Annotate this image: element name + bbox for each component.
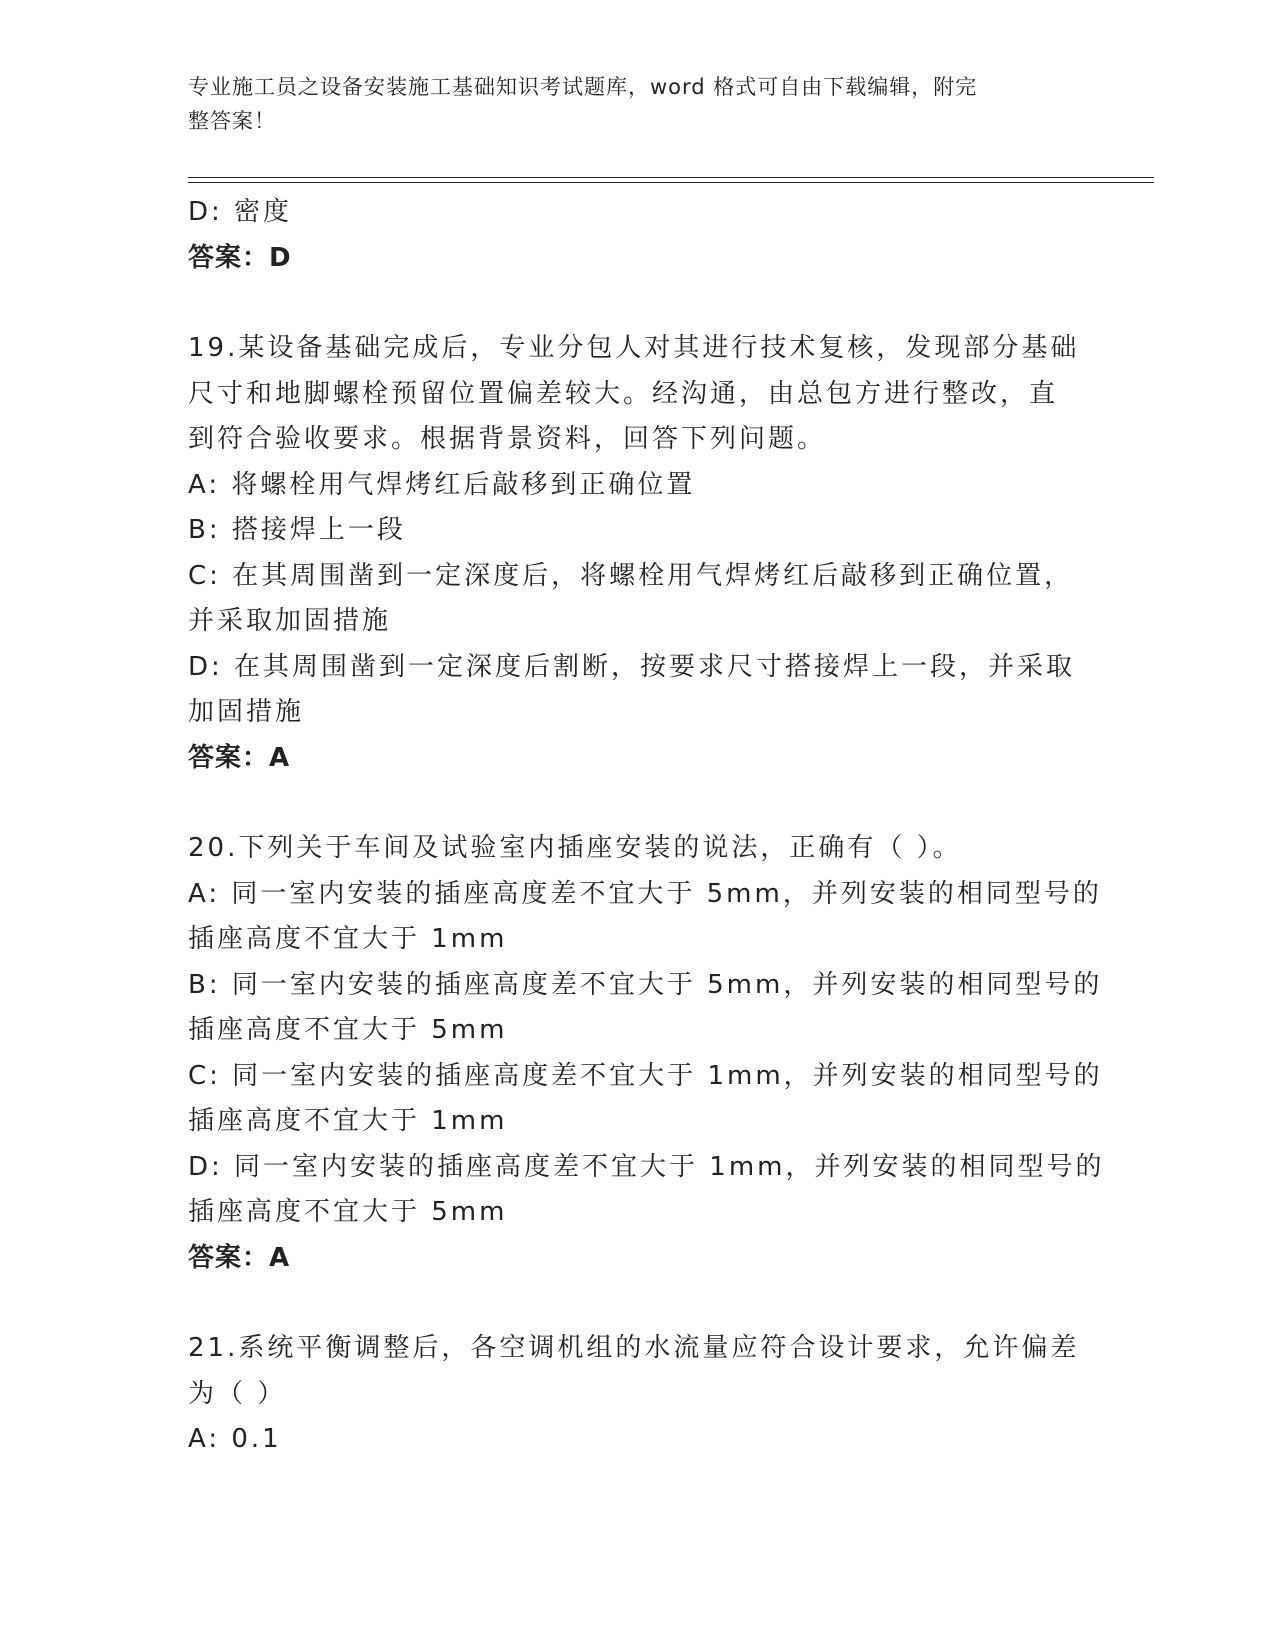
- q21-stem-line: 为（ ）: [188, 1378, 287, 1409]
- q19-stem-line: 到符合验收要求。根据背景资料，回答下列问题。: [188, 424, 827, 454]
- q20-answer: 答案：A: [188, 1242, 291, 1273]
- question-content: [188, 190, 1105, 1463]
- question-19: [188, 326, 1088, 781]
- q18-answer: 答案：D: [188, 242, 292, 273]
- q20-stem: 20.下列关于车间及试验室内插座安装的说法，正确有（ ）。: [188, 833, 962, 863]
- q19-option-a: A: 将螺栓用气焊烤红后敲移到正确位置: [188, 469, 696, 500]
- spacer: [188, 281, 1088, 326]
- q20-option-d-cont: 插座高度不宜大于 5mm: [188, 1197, 508, 1227]
- q19-option-b: B: 搭接焊上一段: [188, 515, 406, 545]
- q20-option-a-cont: 插座高度不宜大于 1mm: [188, 924, 508, 954]
- header-line-1: 专业施工员之设备安装施工基础知识考试题库，word 格式可自由下载编辑，附完: [188, 75, 978, 99]
- question-20: [188, 826, 1105, 1281]
- q19-stem-line: 尺寸和地脚螺栓预留位置偏差较大。经沟通，由总包方进行整改，直: [188, 378, 1059, 409]
- q19-answer: 答案：A: [188, 742, 291, 773]
- q19-stem-line: 19.某设备基础完成后，专业分包人对其进行技术复核，发现部分基础: [188, 333, 1080, 363]
- question-18: [188, 190, 1088, 281]
- q20-option-a: A: 同一室内安装的插座高度差不宜大于 5mm，并列安装的相同型号的: [188, 878, 1102, 909]
- q20-option-c: C: 同一室内安装的插座高度差不宜大于 1mm，并列安装的相同型号的: [188, 1060, 1103, 1091]
- q20-option-c-cont: 插座高度不宜大于 1mm: [188, 1106, 508, 1136]
- q19-option-d-cont: 加固措施: [188, 697, 305, 727]
- document-header: [188, 70, 1068, 138]
- q18-option-d: D: 密度: [188, 197, 293, 227]
- spacer: [188, 781, 1088, 826]
- q19-option-c: C: 在其周围凿到一定深度后，将螺栓用气焊烤红后敲移到正确位置，: [188, 560, 1074, 591]
- header-line-2: 整答案！: [188, 109, 276, 133]
- q20-option-b-cont: 插座高度不宜大于 5mm: [188, 1015, 508, 1045]
- header-divider-bottom: [188, 182, 1154, 183]
- q21-option-a: A: 0.1: [188, 1424, 282, 1454]
- spacer: [188, 1281, 1088, 1326]
- q19-option-d: D: 在其周围凿到一定深度后割断，按要求尺寸搭接焊上一段，并采取: [188, 651, 1076, 682]
- header-divider-top: [188, 177, 1154, 178]
- q20-option-b: B: 同一室内安装的插座高度差不宜大于 5mm，并列安装的相同型号的: [188, 969, 1103, 1000]
- q20-option-d: D: 同一室内安装的插座高度差不宜大于 1mm，并列安装的相同型号的: [188, 1151, 1105, 1182]
- question-21: [188, 1326, 1088, 1463]
- q19-option-c-cont: 并采取加固措施: [188, 606, 392, 636]
- q21-stem-line: 21.系统平衡调整后，各空调机组的水流量应符合设计要求，允许偏差: [188, 1333, 1080, 1363]
